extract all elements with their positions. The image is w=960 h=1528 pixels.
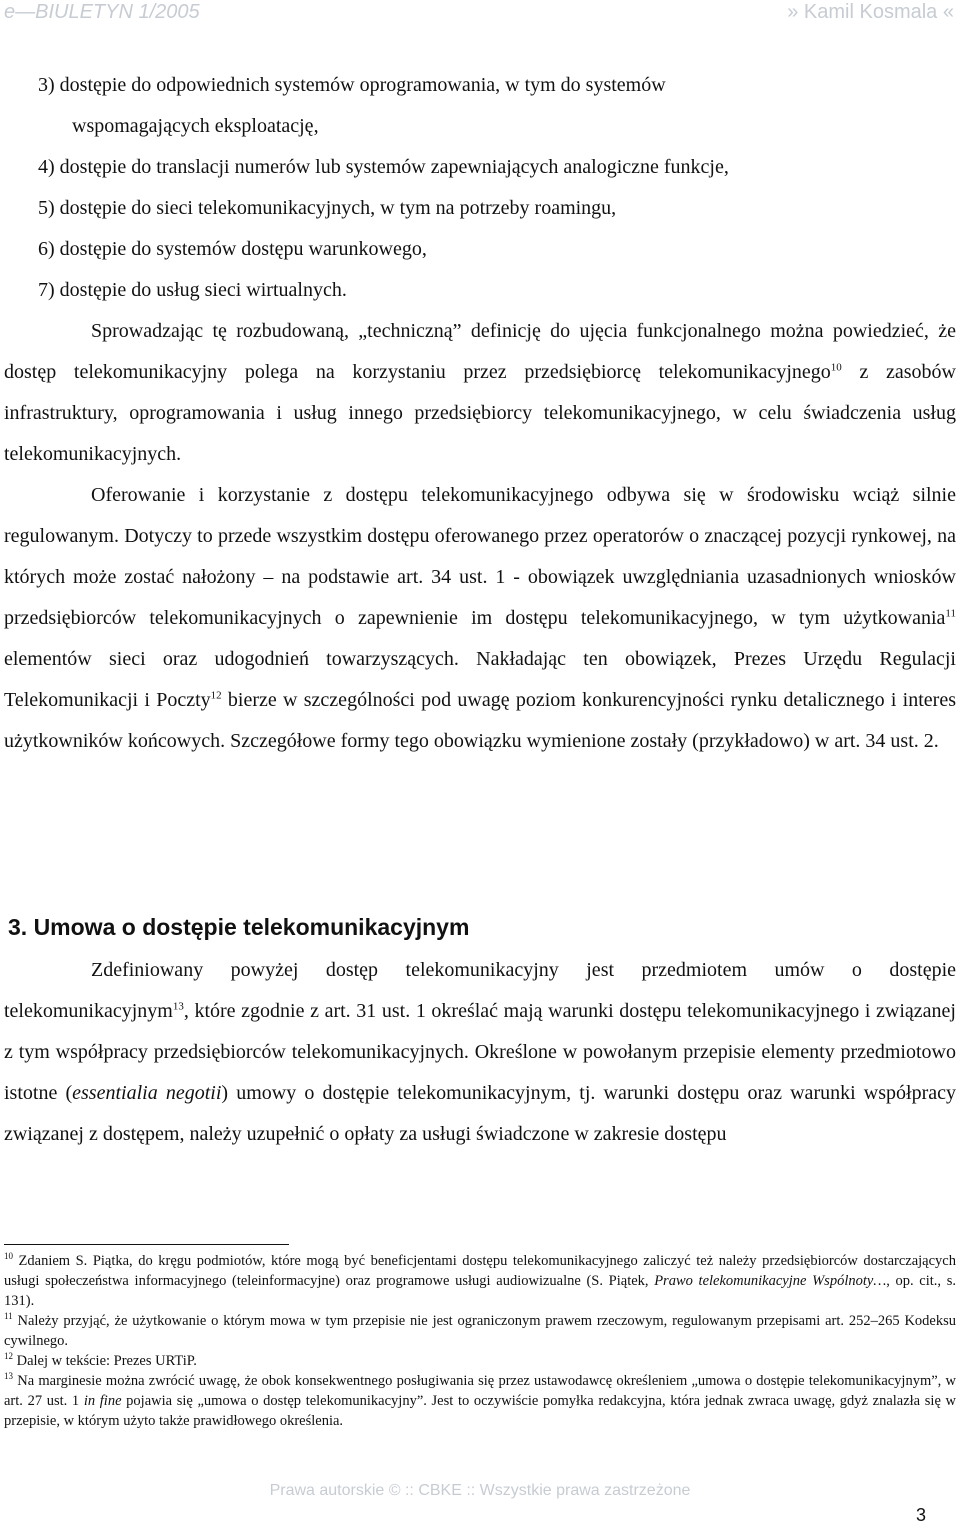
header-publication-title: e—BIULETYN 1/2005	[4, 1, 200, 23]
footnote-ref-12[interactable]: 12	[210, 689, 222, 702]
page-number: 3	[915, 1505, 926, 1525]
paragraph-definition: Sprowadzając tę rozbudowaną, „techniczną” definicję do ujęcia funkcjonalnego można powiedzieć, że dostęp telekomunikacyjny polega na korzystaniu przez przedsiębiorcę telekomunikacyjnego$^{10}$ z zasobów infrastruktury, oprogramowania i usług innego przedsiębiorcy telekomunikacyjnego, w celu świadczenia usług telekomunikacyjnych.	[4, 320, 957, 465]
list-item-7: 7) dostępie do usług sieci wirtualnych.	[38, 279, 347, 301]
footnote-ref-13[interactable]: 13	[172, 1000, 184, 1013]
footnotes	[4, 1251, 956, 1431]
footnote-13: $^{13}$ Na marginesie można zwrócić uwagę, że obok konsekwentnego posługiwania się przez ustawodawcę określeniem „umowa o dostępie telekomunikacyjnym”, w art. 27 ust. 1 in fine pojawia się „umowa o dostęp telekomunikacyjny”. Jest to oczywiście pomyłka redakcyjna, która jednak zwraca uwagę, gdyż znalazła się w przepisie, w którym użyto także prawidłowego określenia.	[4, 1371, 956, 1429]
header-author: » Kamil Kosmala «	[787, 1, 954, 23]
footnote-ref-11[interactable]: 11	[945, 607, 956, 620]
footnote-10: $^{10}$ Zdaniem S. Piątka, do kręgu podmiotów, które mogą być beneficjentami dostępu telekomunikacyjnego zaliczyć też należy przedsiębiorców dostarczających usługi społeczeństwa informacyjnego (teleinformacyjne) oraz programowe usługi audiowizualne (S. Piątek, Prawo telekomunikacyjne Wspólnoty…, op. cit., s. 131).	[4, 1251, 956, 1309]
footnote-11: $^{11}$ Należy przyjąć, że użytkowanie o którym mowa w tym przepisie nie jest ograniczonym prawem rzeczowym, regulowanym przepisami art. 252–265 Kodeksu cywilnego.	[4, 1311, 956, 1349]
list-item-5: 5) dostępie do sieci telekomunikacyjnych, w tym na potrzeby roamingu,	[38, 197, 617, 219]
copyright-footer: Prawa autorskie © :: CBKE :: Wszystkie prawa zastrzeżone	[269, 1482, 691, 1499]
footnote-ref-10[interactable]: 10	[830, 361, 842, 374]
list-item-4: 4) dostępie do translacji numerów lub systemów zapewniających analogiczne funkcje,	[38, 156, 729, 178]
section-heading: 3. Umowa o dostępie telekomunikacyjnym	[8, 914, 470, 940]
list-item-6: 6) dostępie do systemów dostępu warunkowego,	[38, 238, 427, 260]
list-item-3: 3) dostępie do odpowiednich systemów oprogramowania, w tym do systemów	[38, 74, 666, 96]
paragraph-access-agreement: Zdefiniowany powyżej dostęp telekomunikacyjny jest przedmiotem umów o dostępie telekomunikacyjnym$^{13}$, które zgodnie z art. 31 ust. 1 określać mają warunki dostępu telekomunikacyjnego i związanej z tym współpracy przedsiębiorców telekomunikacyjnych. Określone w powołanym przepisie elementy przedmiotowo istotne (essentialia negotii) umowy o dostępie telekomunikacyjnym, tj. warunki dostępu oraz warunki współpracy związanej z dostępem, należy uzupełnić o opłaty za usługi świadczone w zakresie dostępu	[4, 959, 956, 1145]
paragraph-regulation: Oferowanie i korzystanie z dostępu telekomunikacyjnego odbywa się w środowisku wciąż silnie regulowanym. Dotyczy to przede wszystkim dostępu oferowanego przez operatorów o znaczącej pozycji rynkowej, na których może zostać nałożony – na podstawie art. 34 ust. 1 - obowiązek uwzględniania uzasadnionych wniosków przedsiębiorców telekomunikacyjnych o zapewnienie im dostępu telekomunikacyjnego, w tym użytkowania$^{11}$ elementów sieci oraz udogodnień towarzyszących. Nakładając ten obowiązek, Prezes Urzędu Regulacji Telekomunikacji i Poczty$^{12}$ bierze w szczególności pod uwagę poziom konkurencyjności rynku detalicznego i interes użytkowników końcowych. Szczegółowe formy tego obowiązku wymienione zostały (przykładowo) w art. 34 ust. 2.	[4, 484, 956, 752]
footnote-12: $^{12}$ Dalej w tekście: Prezes URTiP.	[4, 1351, 197, 1369]
list-item-3-continuation: wspomagających eksploatację,	[72, 115, 319, 137]
footnote-divider	[4, 1244, 289, 1245]
